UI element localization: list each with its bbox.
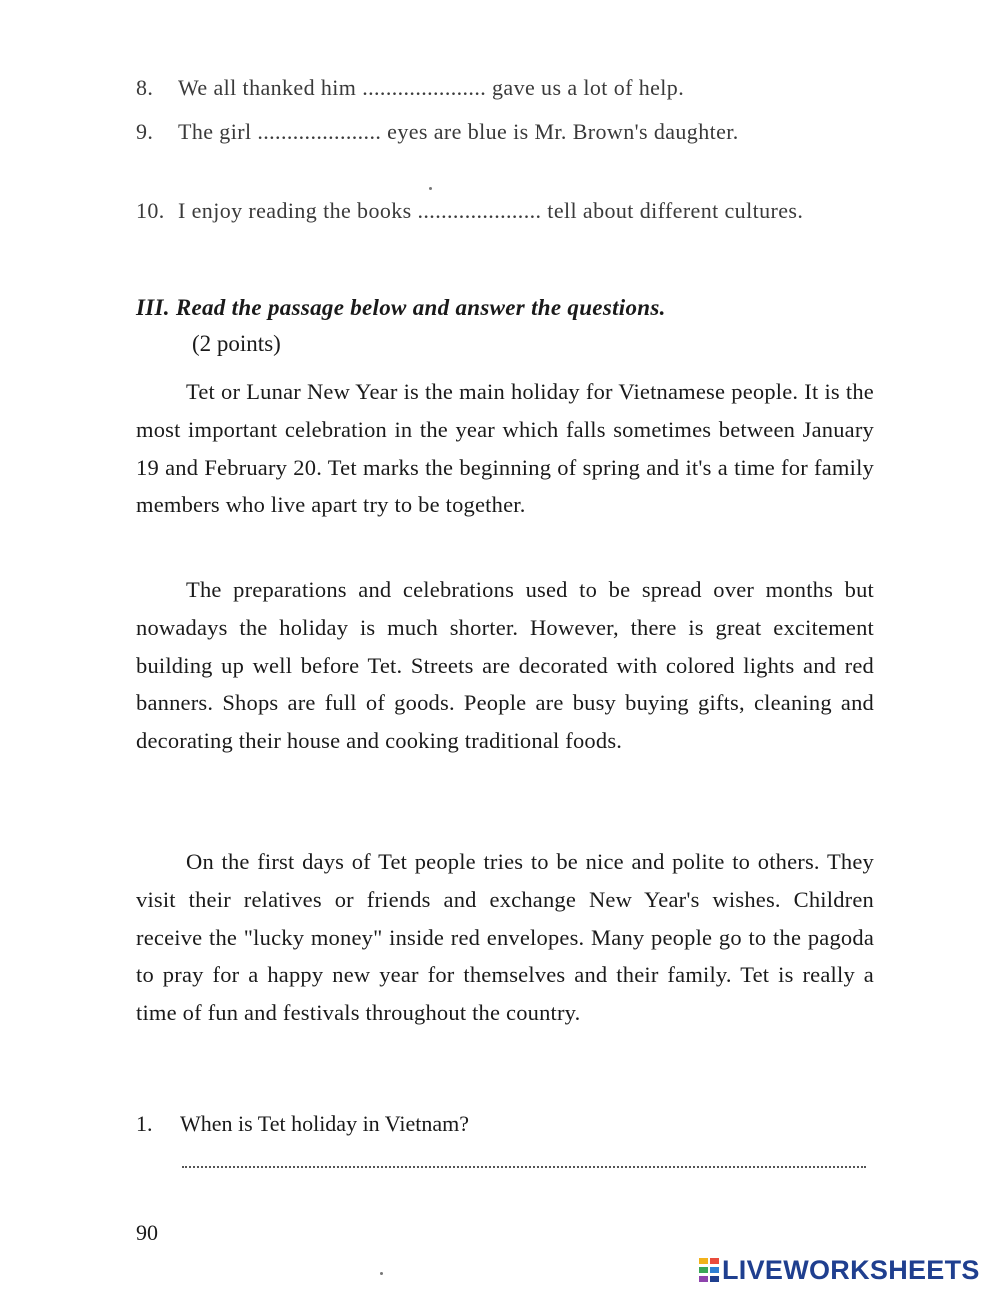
exercise-item-10: [136, 193, 874, 229]
item-number: 9.: [136, 119, 154, 144]
page-number: 90: [136, 1220, 158, 1245]
section-title: III. Read the passage below and answer the questions.: [136, 295, 666, 320]
comprehension-question-1: [136, 1106, 874, 1142]
item-number: 8.: [136, 75, 154, 100]
section-points: (2 points): [192, 331, 281, 356]
item-text: We all thanked him ..................... gave us a lot of help.: [178, 75, 685, 100]
passage-paragraph-1: Tet or Lunar New Year is the main holiday for Vietnamese people. It is the most important celebration in the year which falls sometimes between January 19 and February 20. Tet marks the beginning of spring and it's a time for family members who live apart try to be together.: [136, 379, 874, 518]
item-text: I enjoy reading the books ..................... tell about different cultures.: [178, 198, 804, 223]
item-number: 10.: [136, 198, 165, 223]
brand-name: LIVEWORKSHEETS: [722, 1255, 980, 1285]
question-text: When is Tet holiday in Vietnam?: [180, 1111, 469, 1136]
question-number: 1.: [136, 1111, 153, 1136]
exercise-item-8: [136, 70, 874, 106]
exercise-item-9: [136, 114, 874, 150]
liveworksheets-logo-icon: [698, 1257, 720, 1283]
item-text: The girl ..................... eyes are blue is Mr. Brown's daughter.: [178, 119, 739, 144]
section-heading: [136, 290, 876, 362]
passage-paragraph-2: The preparations and celebrations used to be spread over months but nowadays the holiday is much shorter. However, there is great excitement building up well before Tet. Streets are decorated with colored lights and red banners. Shops are full of goods. People are busy buying gifts, cleaning and decorating their house and cooking traditional foods.: [136, 577, 874, 754]
passage-paragraph-3: On the first days of Tet people tries to be nice and polite to others. They visit their relatives or friends and exchange New Year's wishes. Children receive the "lucky money" inside red envelopes. Many people go to the pagoda to pray for a happy new year for themselves and their family. Tet is really a time of fun and festivals throughout the country.: [136, 849, 874, 1026]
print-speck: [429, 187, 432, 190]
answer-line[interactable]: [182, 1156, 866, 1168]
liveworksheets-watermark: [698, 1255, 980, 1285]
print-speck: [380, 1272, 383, 1275]
